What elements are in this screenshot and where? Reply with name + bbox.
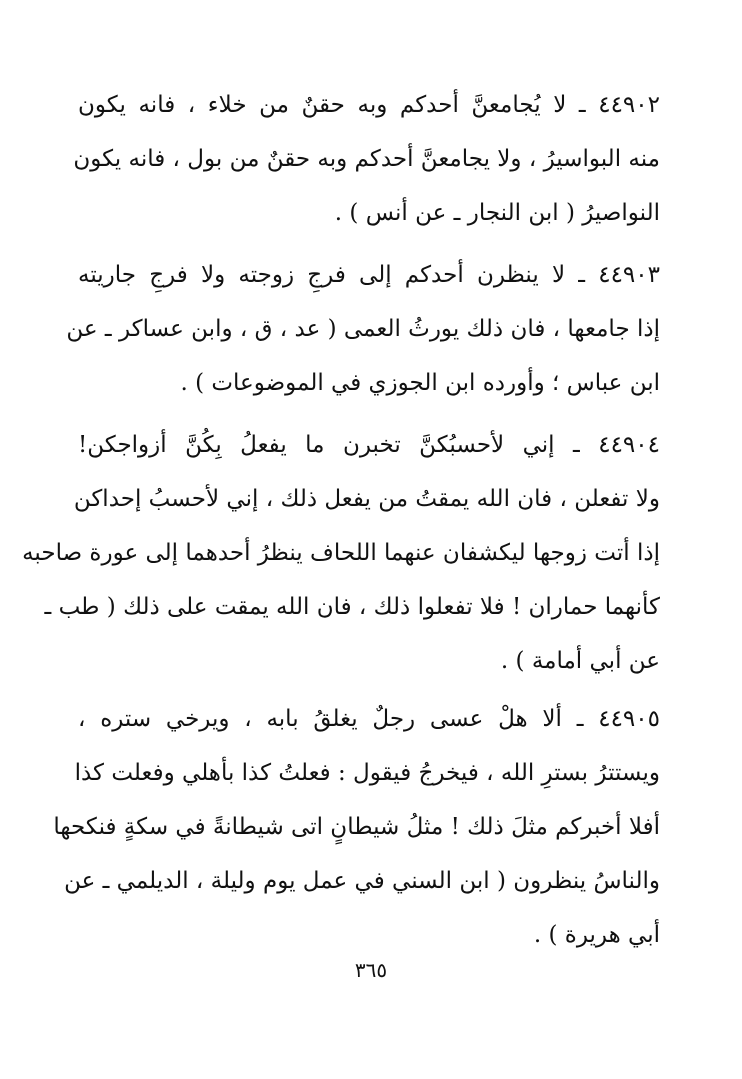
text-line: عن أبي أمامة ) . [500,648,660,674]
text-line: ويستترُ بسترِ الله ، فيخرجُ فيقول : فعلتُ كذا بأهلي وفعلت كذا [74,760,660,786]
text-line: ٤٤٩٠٢ ـ لا يُجامعنَّ أحدكم وبه حقنٌ من خلاء ، فانه يكون [78,92,660,118]
text-line: إذا جامعها ، فان ذلك يورثُ العمى ( عد ، ق ، وابن عساكر ـ عن [66,316,660,342]
text-line: ٤٤٩٠٤ ـ إني لأحسبُكنَّ تخبرن ما يفعلُ بِكُنَّ أزواجكن! [78,432,660,458]
hadith-44905 [53,692,660,962]
text-line: ابن عباس ؛ وأورده ابن الجوزي في الموضوعات ) . [180,370,660,396]
text-line: أبي هريرة ) . [533,922,660,948]
text-line: ولا تفعلن ، فان الله يمقتُ من يفعل ذلك ، إني لأحسبُ إحداكن [73,486,660,512]
text-line: كأنهما حماران ! فلا تفعلوا ذلك ، فان الله يمقت على ذلك ( طب ـ [44,594,660,620]
text-line: ٤٤٩٠٥ ـ ألا هلْ عسى رجلٌ يغلقُ بابه ، ويرخي ستره ، [78,706,660,732]
text-line: منه البواسيرُ ، ولا يجامعنَّ أحدكم وبه حقنٌ من بول ، فانه يكون [73,146,660,172]
text-line: ٤٤٩٠٣ ـ لا ينظرن أحدكم إلى فرجِ زوجته ولا فرجِ جاريته [78,262,660,288]
text-line: النواصيرُ ( ابن النجار ـ عن أنس ) . [334,200,660,226]
text-line: أفلا أخبركم مثلَ ذلك ! مثلُ شيطانٍ اتى شيطانةً في سكةٍ فنكحها [53,814,660,840]
page-number: ٣٦٥ [354,958,388,982]
hadith-44902 [73,78,660,240]
hadith-44904 [22,418,660,688]
text-line: والناسُ ينظرون ( ابن السني في عمل يوم وليلة ، الديلمي ـ عن [64,868,660,894]
hadith-44903 [66,248,660,410]
text-line: إذا أتت زوجها ليكشفان عنهما اللحاف ينظرُ أحدهما إلى عورة صاحبه [22,540,660,566]
